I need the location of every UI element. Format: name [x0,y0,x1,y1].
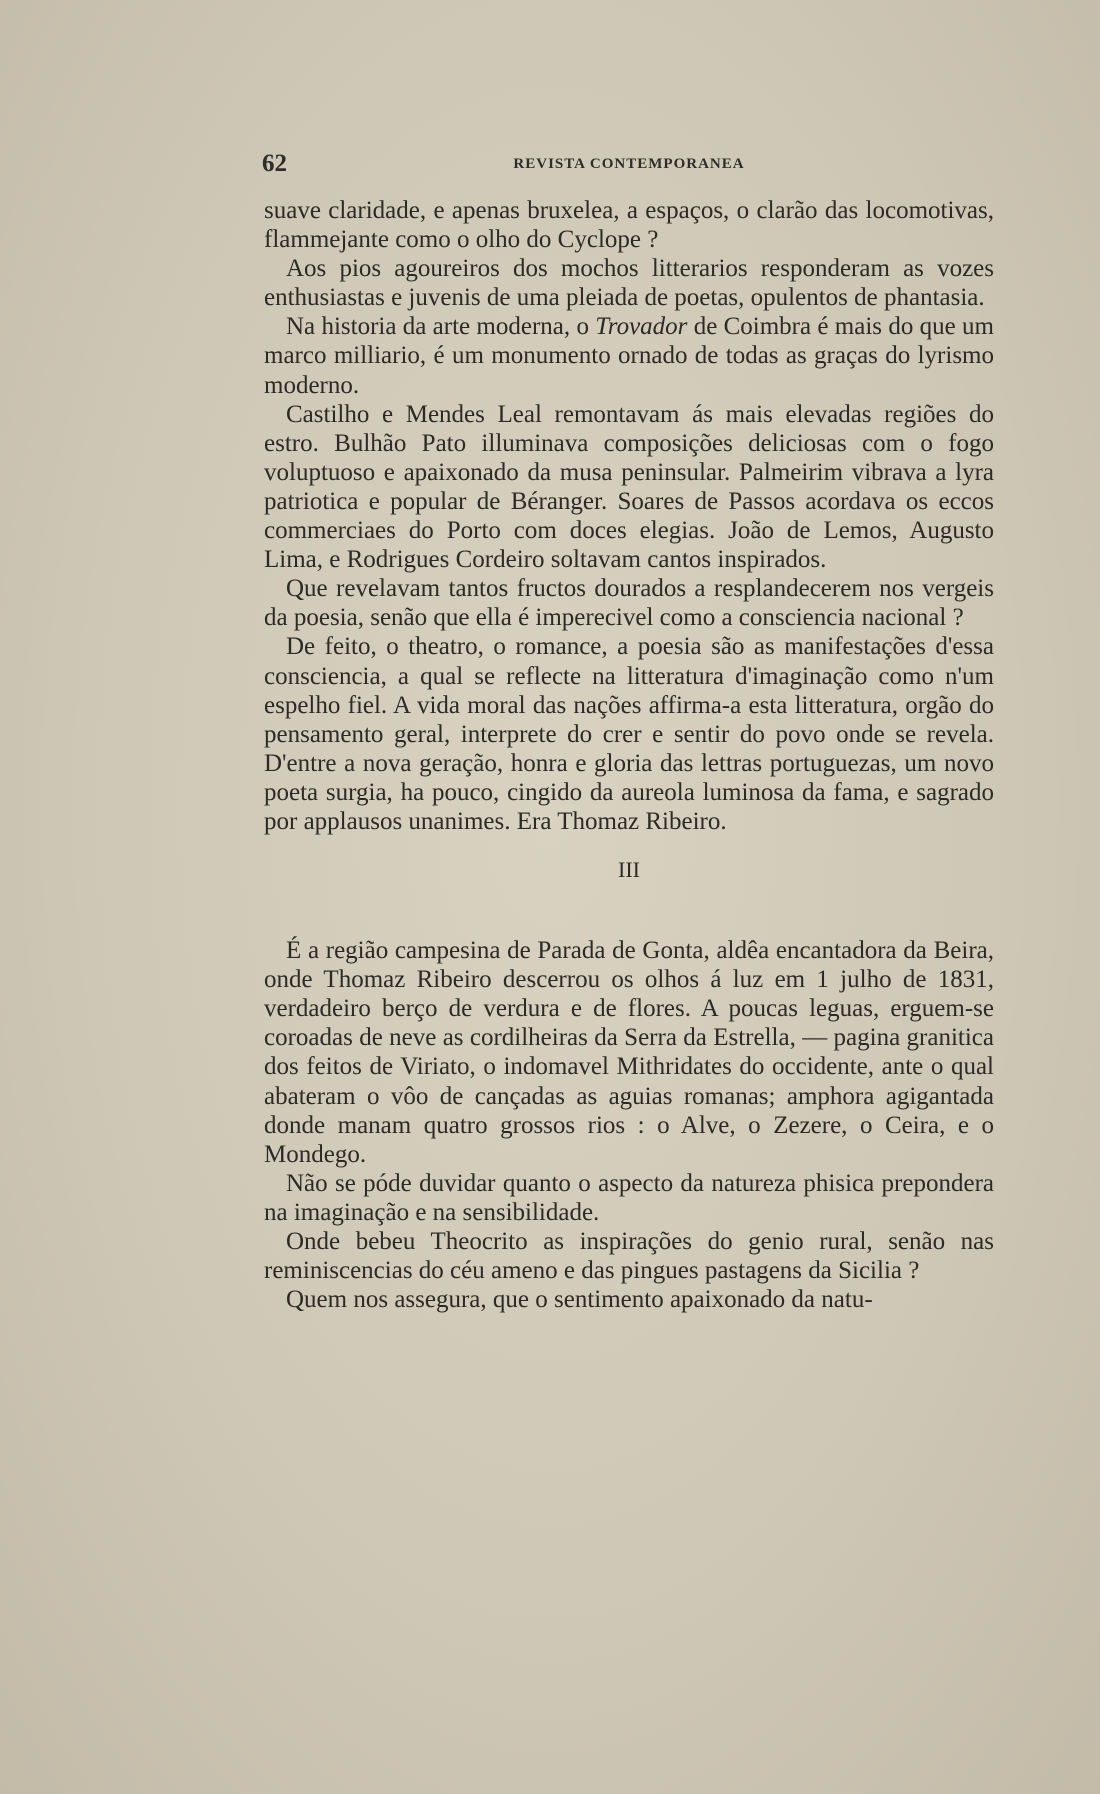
paragraph-trovador [264,312,994,399]
paragraph: De feito, o theatro, o romance, a poesia são as manifestações d'essa consciencia, a qual se reflecte na litteratura d'imaginação como n'um espelho fiel. A vida moral das nações affirma-a esta litteratura, orgão do pensamento geral, interprete do crer e sentir do povo onde se revela. D'entre a nova geração, honra e gloria das lettras portuguezas, um novo poeta surgia, ha pouco, cingido da aureola luminosa da fama, e sagrado por applausos unanimes. Era Thomaz Ribeiro. [264,633,994,835]
paragraph: Castilho e Mendes Leal remontavam ás mais elevadas regiões do estro. Bulhão Pato illuminava composições deliciosas com o fogo voluptuoso e apaixonado da musa peninsular. Palmeirim vibrava a lyra patriotica e popular de Béranger. Soares de Passos acordava os eccos commerciaes do Porto com doces elegias. João de Lemos, Augusto Lima, e Rodrigues Cordeiro soltavam cantos inspirados. [264,400,994,574]
page-number: 62 [262,150,287,177]
paragraph: Que revelavam tantos fructos dourados a resplandecerem nos vergeis da poesia, senão que ella é imperecivel como a consciencia nacional ? [264,575,994,632]
running-title: REVISTA CONTEMPORANEA [513,156,745,172]
page-header [262,150,996,180]
paragraph: Quem nos assegura, que o sentimento apaixonado da natu- [286,1286,873,1314]
paragraph: Não se póde duvidar quanto o aspecto da natureza phisica prepondera na imaginação e na sensibilidade. [264,1169,994,1226]
paragraph-continued: suave claridade, e apenas bruxelea, a espaços, o clarão das locomotivas, flammejante como o olho do Cyclope ? [264,197,994,254]
body-text [264,196,994,1314]
paragraph: É a região campesina de Parada de Gonta, aldêa encantadora da Beira, onde Thomaz Ribeiro descerrou os olhos á luz em 1 julho de 1831, verdadeiro berço de verdura e de flores. A poucas leguas, erguem-se coroadas de neve as cordilheiras da Serra da Estrella, — pagina granitica dos feitos de Viriato, o indomavel Mithridates do occidente, ante o qual abateram o vôo de cançadas as aguias romanas; amphora agigantada donde manam quatro grossos rios : o Alve, o Zezere, o Ceira, e o Mondego. [264,937,994,1168]
text-span: de Coimbra é mais do que um marco milliario, é um monumento ornado de todas as graças do lyrismo moderno. [264,313,994,399]
text-span: Na historia da arte moderna, o [286,313,596,341]
section-heading: III [618,857,640,883]
italic-title: Trovador [595,313,688,341]
paragraph: Aos pios agoureiros dos mochos litterarios responderam as vozes enthusiastas e juvenis de uma pleiada de poetas, opulentos de phantasia. [264,255,994,312]
paragraph: Onde bebeu Theocrito as inspirações do genio rural, senão nas reminiscencias do céu ameno e das pingues pastagens da Sicilia ? [264,1228,994,1285]
